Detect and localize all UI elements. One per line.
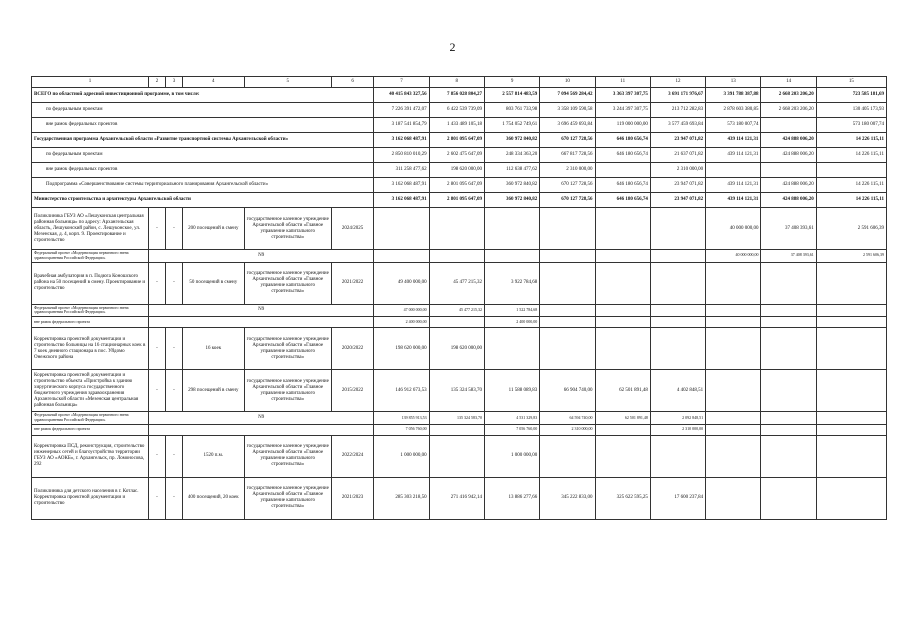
- amount-cell: [761, 262, 816, 304]
- funding-source-code: N9: [148, 304, 373, 317]
- amount-cell: 670 127 728,56: [540, 193, 595, 208]
- object-customer: государственное казенное учреждение Архангельской области «Главное управление капитального строительства»: [244, 208, 331, 250]
- amount-cell: 723 585 181,69: [816, 88, 886, 103]
- amount-cell: 2 668 203 206,20: [761, 103, 816, 118]
- amount-cell: 3 922 784,68: [484, 262, 539, 304]
- amount-cell: 7 056 760,00: [374, 424, 429, 435]
- amount-cell: 424 888 006,20: [761, 133, 816, 148]
- amount-cell: [595, 262, 650, 304]
- object-col2: -: [148, 208, 165, 250]
- amount-cell: [595, 317, 650, 328]
- object-name: Врачебная амбулатория в п. Подюга Коношского района на 50 посещений в смену. Проектирование и строительство: [32, 262, 149, 304]
- amount-cell: [540, 262, 595, 304]
- amount-cell: 439 114 121,31: [706, 148, 761, 163]
- object-customer: государственное казенное учреждение Архангельской области «Главное управление капитального строительства»: [244, 262, 331, 304]
- amount-cell: 7 226 391 472,07: [374, 103, 429, 118]
- amount-cell: [761, 317, 816, 328]
- object-period: 2021/2023: [331, 477, 374, 519]
- investment-program-table: [31, 76, 887, 520]
- funding-source-row: [32, 424, 887, 435]
- amount-cell: 37 408 393,61: [761, 250, 816, 263]
- amount-cell: 139 855 913,53: [374, 412, 429, 425]
- amount-cell: [595, 304, 650, 317]
- amount-cell: [595, 435, 650, 477]
- amount-cell: 573 180 007,74: [706, 118, 761, 133]
- amount-cell: 2 400 000,00: [484, 317, 539, 328]
- column-number: 1: [32, 77, 149, 88]
- amount-cell: 646 180 656,74: [595, 178, 650, 193]
- amount-cell: 3 358 109 590,58: [540, 103, 595, 118]
- amount-cell: [816, 328, 886, 370]
- amount-cell: 271 416 942,14: [429, 477, 484, 519]
- column-number: 10: [540, 77, 595, 88]
- column-number: 7: [374, 77, 429, 88]
- amount-cell: 23 947 071,82: [650, 178, 705, 193]
- object-col3: -: [165, 208, 182, 250]
- object-capacity: 16 коек: [182, 328, 244, 370]
- amount-cell: [816, 163, 886, 178]
- amount-cell: [816, 477, 886, 519]
- amount-cell: 424 888 006,20: [761, 178, 816, 193]
- amount-cell: [540, 317, 595, 328]
- amount-cell: [706, 370, 761, 412]
- amount-cell: 135 324 583,70: [429, 370, 484, 412]
- column-number: 15: [816, 77, 886, 88]
- object-period: 2022/2024: [331, 435, 374, 477]
- amount-cell: [706, 412, 761, 425]
- amount-cell: [540, 208, 595, 250]
- amount-cell: [706, 477, 761, 519]
- amount-cell: 360 972 840,82: [484, 178, 539, 193]
- object-col2: -: [148, 477, 165, 519]
- amount-cell: [540, 304, 595, 317]
- amount-cell: [761, 477, 816, 519]
- amount-cell: 146 912 673,53: [374, 370, 429, 412]
- page-number: 2: [449, 40, 456, 54]
- amount-cell: [650, 262, 705, 304]
- funding-source-label: Федеральный проект «Модернизация первичного звена здравоохранения Российской Федерации»: [32, 250, 149, 263]
- object-row: [32, 328, 887, 370]
- amount-cell: 439 114 121,31: [706, 193, 761, 208]
- object-customer: государственное казенное учреждение Архангельской области «Главное управление капитального строительства»: [244, 370, 331, 412]
- amount-cell: 14 226 115,11: [816, 178, 886, 193]
- amount-cell: 2 878 603 380,85: [706, 103, 761, 118]
- object-col2: -: [148, 262, 165, 304]
- funding-source-label: вне рамок федерального проекта: [32, 317, 149, 328]
- funding-source-code: [148, 317, 373, 328]
- amount-cell: 2 092 848,51: [650, 412, 705, 425]
- amount-cell: [816, 424, 886, 435]
- amount-cell: [816, 412, 886, 425]
- amount-cell: 3 162 068 487,91: [374, 178, 429, 193]
- row-label: по федеральным проектам: [32, 148, 374, 163]
- amount-cell: 646 180 656,74: [595, 148, 650, 163]
- row-label: вне рамок федеральных проектов: [32, 163, 374, 178]
- amount-cell: [540, 250, 595, 263]
- column-number: 5: [244, 77, 331, 88]
- amount-cell: 213 712 282,83: [650, 103, 705, 118]
- funding-source-label: Федеральный проект «Модернизация первичного звена здравоохранения Российской Федерации»: [32, 412, 149, 425]
- column-number: 3: [165, 77, 182, 88]
- amount-cell: [484, 208, 539, 250]
- amount-cell: [650, 208, 705, 250]
- amount-cell: [761, 163, 816, 178]
- amount-cell: [706, 317, 761, 328]
- amount-cell: [595, 424, 650, 435]
- amount-cell: [706, 163, 761, 178]
- amount-cell: 2 400 000,00: [374, 317, 429, 328]
- amount-cell: 1 000 000,00: [374, 435, 429, 477]
- amount-cell: 17 600 237,84: [650, 477, 705, 519]
- object-customer: государственное казенное учреждение Архангельской области «Главное управление капитального строительства»: [244, 435, 331, 477]
- amount-cell: 1 000 000,00: [484, 435, 539, 477]
- amount-cell: 670 127 728,56: [540, 133, 595, 148]
- amount-cell: 45 477 215,32: [429, 262, 484, 304]
- amount-cell: 573 180 007,74: [816, 118, 886, 133]
- amount-cell: 4 531 329,83: [484, 412, 539, 425]
- amount-cell: 4 402 848,51: [650, 370, 705, 412]
- object-capacity: 400 посещений, 20 коек: [182, 477, 244, 519]
- amount-cell: 360 972 840,82: [484, 193, 539, 208]
- object-name: Корректировка проектной документации и строительство больницы на 16 стационарных коек в 7 коек дневного стационара в пос. Уйдомо Онежского района: [32, 328, 149, 370]
- funding-source-row: [32, 250, 887, 263]
- summary-row: [32, 88, 887, 103]
- funding-source-row: [32, 304, 887, 317]
- amount-cell: [816, 304, 886, 317]
- object-col2: -: [148, 370, 165, 412]
- amount-cell: 2 310 000,00: [650, 163, 705, 178]
- object-col3: -: [165, 370, 182, 412]
- column-number: 9: [484, 77, 539, 88]
- amount-cell: [374, 208, 429, 250]
- amount-cell: 6 422 539 739,09: [429, 103, 484, 118]
- amount-cell: 3 162 068 487,91: [374, 193, 429, 208]
- funding-source-row: [32, 317, 887, 328]
- column-number-row: [32, 77, 887, 88]
- amount-cell: 135 324 583,70: [429, 412, 484, 425]
- amount-cell: 1 433 489 105,18: [429, 118, 484, 133]
- object-col2: -: [148, 328, 165, 370]
- amount-cell: 2 801 095 647,09: [429, 178, 484, 193]
- object-col2: -: [148, 435, 165, 477]
- object-name: Корректировка ПСД, реконструкция, строительство инженерных сетей и благоустройство территории ГБУЗ АО «АОКБ», г. Архангельск, пр. Ломоносова, 292: [32, 435, 149, 477]
- amount-cell: 2 801 095 647,09: [429, 133, 484, 148]
- amount-cell: [761, 118, 816, 133]
- amount-cell: [816, 262, 886, 304]
- amount-cell: 360 972 840,82: [484, 133, 539, 148]
- column-number: 13: [706, 77, 761, 88]
- amount-cell: [761, 435, 816, 477]
- amount-cell: 62 501 891,48: [595, 412, 650, 425]
- object-col3: -: [165, 262, 182, 304]
- amount-cell: 14 226 115,11: [816, 148, 886, 163]
- amount-cell: 325 622 595,25: [595, 477, 650, 519]
- amount-cell: 670 127 728,56: [540, 178, 595, 193]
- amount-cell: 1 522 784,68: [484, 304, 539, 317]
- column-number: 11: [595, 77, 650, 88]
- amount-cell: [595, 208, 650, 250]
- row-label: Подпрограмма «Совершенствование системы территориального планирования Архангельской области»: [32, 178, 374, 193]
- object-period: 2024/2025: [331, 208, 374, 250]
- amount-cell: [429, 424, 484, 435]
- object-row: [32, 370, 887, 412]
- object-period: 2015/2022: [331, 370, 374, 412]
- amount-cell: 248 334 363,20: [484, 148, 539, 163]
- row-label: вне рамок федеральных проектов: [32, 118, 374, 133]
- object-name: Поликлиника для детского населения в г. Котлас. Корректировка проектной документации и строительство: [32, 477, 149, 519]
- amount-cell: 40 000 000,00: [706, 250, 761, 263]
- summary-row: [32, 148, 887, 163]
- amount-cell: 424 888 006,20: [761, 193, 816, 208]
- funding-source-code: [148, 424, 373, 435]
- amount-cell: 130 405 173,93: [816, 103, 886, 118]
- object-capacity: 200 посещений в смену: [182, 208, 244, 250]
- amount-cell: 47 000 000,00: [374, 304, 429, 317]
- amount-cell: 23 947 071,82: [650, 133, 705, 148]
- amount-cell: [650, 304, 705, 317]
- amount-cell: [650, 317, 705, 328]
- row-label: ВСЕГО по областной адресной инвестиционной программе, в том числе:: [32, 88, 374, 103]
- amount-cell: [706, 424, 761, 435]
- amount-cell: 3 696 459 693,84: [540, 118, 595, 133]
- amount-cell: 311 258 477,62: [374, 163, 429, 178]
- amount-cell: [429, 317, 484, 328]
- object-name: Поликлиника ГБУЗ АО «Лешуконская центральная районная больница» по адресу: Архангельская область, Лешуконский район, с. Лешуконское, ул. Мезенская, д. 4, корп. 9. Проектирование и строительство: [32, 208, 149, 250]
- amount-cell: 21 637 071,82: [650, 148, 705, 163]
- amount-cell: 439 114 121,31: [706, 178, 761, 193]
- amount-cell: 198 620 000,00: [429, 163, 484, 178]
- amount-cell: [540, 435, 595, 477]
- amount-cell: 37 408 393,61: [761, 208, 816, 250]
- column-number: 2: [148, 77, 165, 88]
- amount-cell: 3 363 397 307,75: [595, 88, 650, 103]
- amount-cell: [484, 328, 539, 370]
- funding-source-code: N9: [148, 250, 373, 263]
- amount-cell: 2 850 810 010,29: [374, 148, 429, 163]
- amount-cell: 119 000 000,00: [595, 118, 650, 133]
- amount-cell: 2 310 000,00: [540, 424, 595, 435]
- amount-cell: [706, 435, 761, 477]
- funding-source-code: N9: [148, 412, 373, 425]
- amount-cell: [761, 304, 816, 317]
- amount-cell: 439 114 121,31: [706, 133, 761, 148]
- amount-cell: [429, 250, 484, 263]
- object-capacity: 1520 п.м.: [182, 435, 244, 477]
- amount-cell: 2 591 606,39: [816, 208, 886, 250]
- summary-row: [32, 178, 887, 193]
- amount-cell: 646 180 656,74: [595, 193, 650, 208]
- summary-row: [32, 133, 887, 148]
- amount-cell: 345 222 833,00: [540, 477, 595, 519]
- amount-cell: [816, 435, 886, 477]
- amount-cell: [595, 328, 650, 370]
- amount-cell: 23 947 071,82: [650, 193, 705, 208]
- object-name: Корректировка проектной документации и строительство объекта «Пристройка к зданию хирургического корпуса государственного бюджетного учреждения здравоохранения Архангельской области «Мезенская центральная районная больница»: [32, 370, 149, 412]
- object-row: [32, 262, 887, 304]
- amount-cell: 3 391 788 387,88: [706, 88, 761, 103]
- amount-cell: [484, 250, 539, 263]
- amount-cell: [650, 250, 705, 263]
- amount-cell: 45 477 215,32: [429, 304, 484, 317]
- row-label: Министерство строительства и архитектуры Архангельской области: [32, 193, 374, 208]
- amount-cell: [706, 328, 761, 370]
- column-number: 8: [429, 77, 484, 88]
- object-col3: -: [165, 435, 182, 477]
- amount-cell: 2 801 095 647,09: [429, 193, 484, 208]
- object-period: 2021/2022: [331, 262, 374, 304]
- amount-cell: [429, 208, 484, 250]
- column-number: 12: [650, 77, 705, 88]
- funding-source-row: [32, 412, 887, 425]
- amount-cell: 3 162 068 487,91: [374, 133, 429, 148]
- funding-source-label: Федеральный проект «Модернизация первичного звена здравоохранения Российской Федерации»: [32, 304, 149, 317]
- amount-cell: 2 310 000,00: [650, 424, 705, 435]
- row-label: Государственная программа Архангельской области «Развитие транспортной системы Архангельской области»: [32, 133, 374, 148]
- object-capacity: 50 посещений в смену: [182, 262, 244, 304]
- amount-cell: 1 754 052 749,61: [484, 118, 539, 133]
- amount-cell: 3 577 459 693,84: [650, 118, 705, 133]
- amount-cell: [706, 304, 761, 317]
- amount-cell: 285 303 218,50: [374, 477, 429, 519]
- amount-cell: 3 691 171 976,67: [650, 88, 705, 103]
- amount-cell: 49 400 000,00: [374, 262, 429, 304]
- amount-cell: 198 620 000,00: [429, 328, 484, 370]
- summary-row: [32, 118, 887, 133]
- amount-cell: 2 557 814 483,59: [484, 88, 539, 103]
- summary-row: [32, 103, 887, 118]
- column-number: 14: [761, 77, 816, 88]
- object-customer: государственное казенное учреждение Архангельской области «Главное управление капитального строительства»: [244, 328, 331, 370]
- amount-cell: 40 000 000,00: [706, 208, 761, 250]
- amount-cell: 7 056 760,00: [484, 424, 539, 435]
- amount-cell: [650, 328, 705, 370]
- amount-cell: [374, 250, 429, 263]
- object-period: 2020/2022: [331, 328, 374, 370]
- amount-cell: [761, 328, 816, 370]
- amount-cell: 198 620 000,00: [374, 328, 429, 370]
- row-label: по федеральным проектам: [32, 103, 374, 118]
- amount-cell: 66 904 740,00: [540, 370, 595, 412]
- object-col3: -: [165, 477, 182, 519]
- amount-cell: [540, 328, 595, 370]
- object-row: [32, 435, 887, 477]
- amount-cell: [761, 370, 816, 412]
- amount-cell: [761, 412, 816, 425]
- amount-cell: [595, 250, 650, 263]
- amount-cell: [706, 262, 761, 304]
- amount-cell: 14 226 115,11: [816, 193, 886, 208]
- amount-cell: 14 226 115,11: [816, 133, 886, 148]
- amount-cell: [429, 435, 484, 477]
- summary-row: [32, 163, 887, 178]
- amount-cell: 2 602 475 647,09: [429, 148, 484, 163]
- amount-cell: [761, 424, 816, 435]
- amount-cell: 11 588 089,83: [484, 370, 539, 412]
- amount-cell: 13 886 277,66: [484, 477, 539, 519]
- amount-cell: 62 501 891,48: [595, 370, 650, 412]
- amount-cell: 803 761 733,98: [484, 103, 539, 118]
- amount-cell: 2 310 000,00: [540, 163, 595, 178]
- summary-row: [32, 193, 887, 208]
- amount-cell: 3 187 541 854,79: [374, 118, 429, 133]
- amount-cell: 112 638 477,62: [484, 163, 539, 178]
- amount-cell: 424 888 006,20: [761, 148, 816, 163]
- amount-cell: [595, 163, 650, 178]
- object-col3: -: [165, 328, 182, 370]
- amount-cell: [816, 317, 886, 328]
- amount-cell: [650, 435, 705, 477]
- funding-source-label: вне рамок федерального проекта: [32, 424, 149, 435]
- amount-cell: [816, 370, 886, 412]
- column-number: 6: [331, 77, 374, 88]
- amount-cell: 2 591 606,39: [816, 250, 886, 263]
- amount-cell: 3 244 397 307,75: [595, 103, 650, 118]
- object-capacity: 298 посещений в смену: [182, 370, 244, 412]
- amount-cell: 646 180 656,74: [595, 133, 650, 148]
- object-row: [32, 477, 887, 519]
- column-number: 4: [182, 77, 244, 88]
- amount-cell: 7 094 569 284,42: [540, 88, 595, 103]
- amount-cell: 64 594 740,00: [540, 412, 595, 425]
- object-customer: государственное казенное учреждение Архангельской области «Главное управление капитального строительства»: [244, 477, 331, 519]
- amount-cell: 2 668 203 206,20: [761, 88, 816, 103]
- amount-cell: 7 856 028 804,27: [429, 88, 484, 103]
- amount-cell: 667 817 728,56: [540, 148, 595, 163]
- amount-cell: 40 415 843 327,56: [374, 88, 429, 103]
- object-row: [32, 208, 887, 250]
